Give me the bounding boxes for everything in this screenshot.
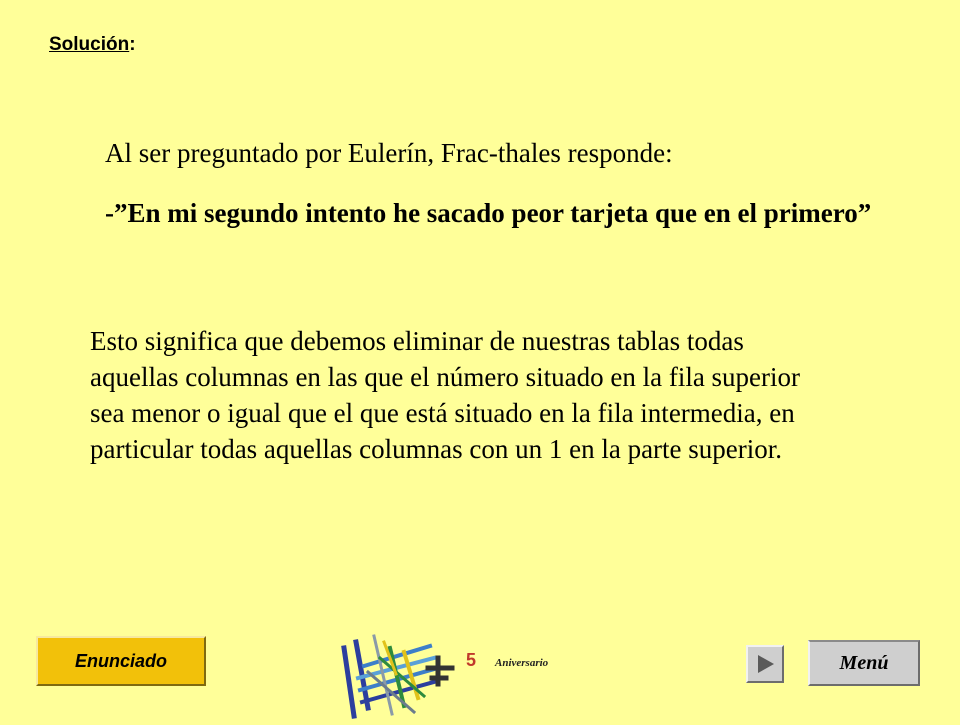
logo-caption: Aniversario — [495, 657, 549, 669]
menu-button-label: Menú — [839, 651, 889, 674]
next-slide-button[interactable] — [746, 645, 784, 683]
explanation-paragraph: Esto significa que debemos eliminar de nuestras tablas todas aquellas columnas en las que el número situado en la fila superior sea menor o igual que el que está situado en la fila intermedia, en particular todas aquellas columnas con un 1 en la parte superior. — [90, 326, 801, 464]
enunciado-button-label: Enunciado — [74, 650, 167, 671]
solution-heading-colon: : — [129, 34, 136, 55]
anniversary-logo-graphic — [334, 628, 464, 720]
logo-number: 5 — [466, 650, 477, 670]
play-triangle-icon — [754, 653, 776, 675]
anniversary-logo — [334, 628, 464, 725]
solution-heading-word: Solución — [49, 34, 130, 55]
enunciado-button[interactable] — [36, 636, 206, 686]
intro-line: Al ser preguntado por Eulerín, Frac-thales responde: — [105, 138, 673, 168]
solution-heading — [49, 34, 136, 56]
menu-button[interactable] — [808, 640, 920, 686]
character-quote: -”En mi segundo intento he sacado peor tarjeta que en el primero” — [105, 198, 872, 228]
